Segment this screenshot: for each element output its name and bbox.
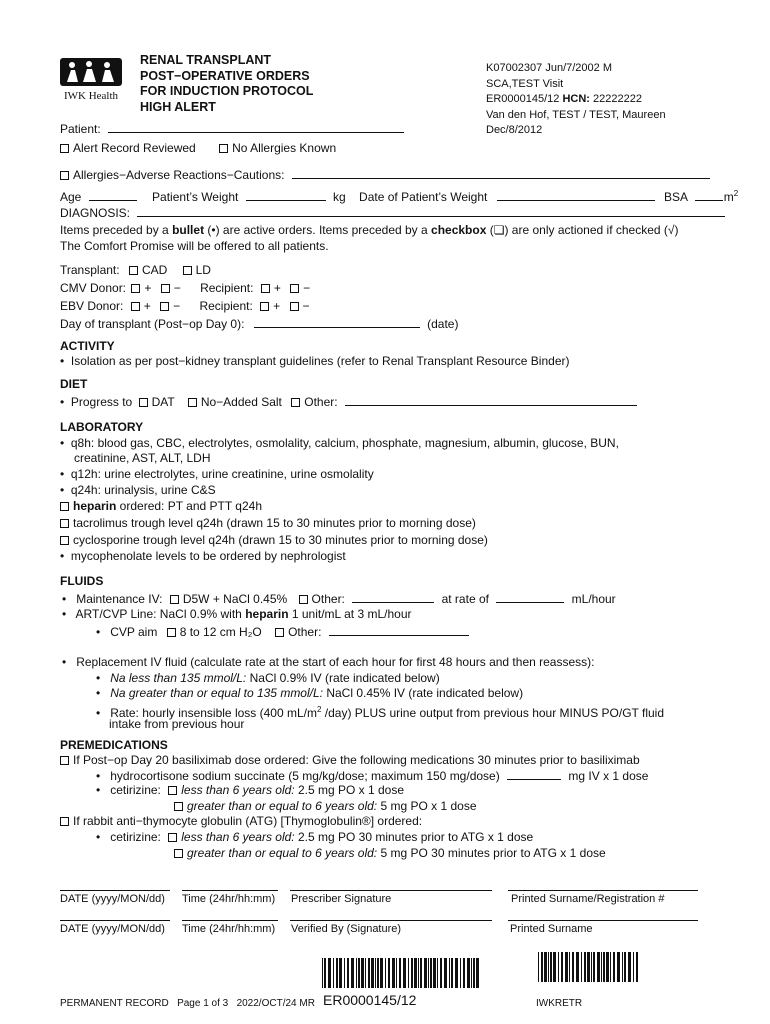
- verified-signature-line[interactable]: [290, 920, 492, 921]
- kg-unit: kg: [333, 190, 346, 204]
- printed-reg-label: Printed Surname/Registration #: [511, 893, 665, 905]
- cvp-other-checkbox[interactable]: [275, 628, 284, 637]
- ebv-row: EBV Donor: + − Recipient: + −: [60, 299, 310, 313]
- age-label: Age: [60, 190, 82, 204]
- allergies-checkbox[interactable]: [60, 171, 69, 180]
- barcode-bar: [433, 958, 436, 988]
- cyclosporine-checkbox[interactable]: [60, 536, 69, 545]
- barcode-bar: [403, 958, 406, 988]
- barcode-bar: [344, 958, 345, 988]
- atg-cetirizine-ge6-checkbox[interactable]: [174, 849, 183, 858]
- barcode-bar: [628, 952, 631, 982]
- bsa-field[interactable]: [695, 189, 723, 201]
- barcode-bar: [455, 958, 458, 988]
- diet-other-field[interactable]: [345, 394, 637, 406]
- barcode-bar: [414, 958, 417, 988]
- printed-reg-line[interactable]: [508, 890, 698, 891]
- cetirizine-lt6-checkbox[interactable]: [168, 786, 177, 795]
- cad-checkbox[interactable]: [129, 266, 138, 275]
- atg-cetirizine-lt6-checkbox[interactable]: [168, 833, 177, 842]
- barcode-bar: [636, 952, 638, 982]
- barcode-bar: [444, 958, 447, 988]
- maint-other-field[interactable]: [352, 591, 434, 603]
- barcode-bar: [541, 952, 543, 982]
- diet-other-checkbox[interactable]: [291, 398, 300, 407]
- patient-date-line: Dec/8/2012: [486, 124, 543, 136]
- no-allergies-checkbox[interactable]: [219, 144, 228, 153]
- page-number: Page 1 of 3: [177, 998, 229, 1009]
- ld-checkbox[interactable]: [183, 266, 192, 275]
- barcode-bar: [408, 958, 409, 988]
- title-line: HIGH ALERT: [140, 99, 216, 114]
- barcode-bar: [420, 958, 422, 988]
- barcode-bar: [538, 952, 539, 982]
- barcode-bar: [613, 952, 615, 982]
- barcode-bar: [451, 958, 453, 988]
- form-date: 2022/OCT/24 MR: [236, 998, 315, 1009]
- barcode-bar: [361, 958, 364, 988]
- barcode-bar: [553, 952, 556, 982]
- cmv-donor-plus-checkbox[interactable]: [131, 284, 140, 293]
- premed-cetirizine-ge6: greater than or equal to 6 years old: 5 mg PO x 1 dose: [174, 799, 477, 814]
- barcode-bar: [576, 952, 579, 982]
- premedications-heading: PREMEDICATIONS: [60, 738, 168, 752]
- date1-label: DATE (yyyy/MON/dd): [60, 893, 165, 905]
- fluids-heading: FLUIDS: [60, 574, 104, 588]
- ebv-donor-plus-checkbox[interactable]: [131, 302, 140, 311]
- cmv-row: CMV Donor: + − Recipient: + −: [60, 281, 311, 295]
- fluids-repl-c-cont: intake from previous hour: [109, 717, 245, 731]
- premed-atg-cetirizine-ge6: greater than or equal to 6 years old: 5 mg PO 30 minutes prior to ATG x 1 dose: [174, 846, 606, 861]
- fluids-repl-c: • Rate: hourly insensible loss (400 $mL/m^2$ /day) PLUS urine output from previous hour MINUS PO/GT fluid: [96, 705, 665, 720]
- barcode-bar: [358, 958, 360, 988]
- barcode-bar: [572, 952, 574, 982]
- time1-line[interactable]: [182, 890, 278, 891]
- premed-atg: If rabbit anti−thymocyte globulin (ATG) [Thymoglobulin®] ordered:: [60, 814, 422, 829]
- patient-visit-line: SCA,TEST Visit: [486, 77, 564, 90]
- barcode-bar: [411, 958, 413, 988]
- fluids-maintenance: • Maintenance IV: D5W + NaCl 0.45% Other: at rate of mL/hour: [62, 592, 616, 606]
- permanent-record-label: PERMANENT RECORD: [60, 998, 169, 1009]
- barcode-bar: [388, 958, 390, 988]
- barcode-bar: [565, 952, 568, 982]
- cmv-donor-minus-checkbox[interactable]: [161, 284, 170, 293]
- encounter-number: ER0000145/12: [323, 992, 417, 1008]
- barcode-bar: [336, 958, 338, 988]
- barcode-bar: [593, 952, 595, 982]
- barcode-bar: [371, 958, 374, 988]
- patient-label: Patient:: [60, 122, 101, 136]
- barcode-bar: [333, 958, 334, 988]
- time2-label: Time (24hr/hh:mm): [182, 923, 276, 935]
- encounter-barcode: [322, 958, 482, 988]
- lab-cyclosporine: cyclosporine trough level q24h (drawn 15 to 30 minutes prior to morning dose): [60, 533, 488, 548]
- premed-hydrocortisone: • hydrocortisone sodium succinate (5 mg/kg/dose; maximum 150 mg/dose) mg IV x 1 dose: [96, 769, 649, 783]
- lab-heparin: heparin ordered: PT and PTT q24h: [60, 499, 262, 514]
- ebv-recipient-minus-checkbox[interactable]: [290, 302, 299, 311]
- patient-name-line: Van den Hof, TEST / TEST, Maureen: [486, 108, 666, 121]
- barcode-bar: [587, 952, 590, 982]
- transplant-row: Transplant: CAD LD: [60, 263, 211, 277]
- atg-checkbox[interactable]: [60, 817, 69, 826]
- lab-q12h: • q12h: urine electrolytes, urine creatinine, urine osmolality: [60, 467, 374, 481]
- diagnosis-label: DIAGNOSIS:: [60, 206, 131, 220]
- patient-hcn-line: ER0000145/12 HCN: 22222222: [486, 93, 642, 105]
- barcode-bar: [460, 958, 461, 988]
- no-salt-checkbox[interactable]: [188, 398, 197, 407]
- date2-line[interactable]: [60, 920, 170, 921]
- cmv-recipient-minus-checkbox[interactable]: [290, 284, 299, 293]
- weight-field[interactable]: [246, 189, 326, 201]
- maint-rate-field[interactable]: [496, 591, 564, 603]
- barcode-bar: [463, 958, 465, 988]
- barcode-bar: [467, 958, 470, 988]
- barcode-bar: [365, 958, 366, 988]
- barcode-bar: [368, 958, 370, 988]
- title-line: FOR INDUCTION PROTOCOL: [140, 84, 314, 98]
- barcode-bar: [385, 958, 386, 988]
- barcode-bar: [418, 958, 419, 988]
- time1-label: Time (24hr/hh:mm): [182, 893, 276, 905]
- patient-field[interactable]: [108, 121, 404, 133]
- title-line: RENAL TRANSPLANT: [140, 53, 272, 67]
- bsa-label: BSA: [664, 190, 688, 204]
- bsa-sup: 2: [733, 189, 739, 198]
- barcode-bar: [377, 958, 379, 988]
- patient-id-line: K07002307 Jun/7/2002 M: [486, 62, 612, 74]
- barcode-bar: [473, 958, 475, 988]
- lab-q8h: • q8h: blood gas, CBC, electrolytes, osmolality, calcium, phosphate, magnesium, albumin, glucose, BUN,: [60, 436, 619, 450]
- lab-tacrolimus: tacrolimus trough level q24h (drawn 15 to 30 minutes prior to morning dose): [60, 516, 476, 531]
- cmv-recipient-plus-checkbox[interactable]: [261, 284, 270, 293]
- printed-surname-line[interactable]: [508, 920, 698, 921]
- no-allergies-label: No Allergies Known: [232, 141, 337, 155]
- heparin-checkbox[interactable]: [60, 502, 69, 511]
- tacrolimus-checkbox[interactable]: [60, 519, 69, 528]
- barcode-bar: [399, 958, 401, 988]
- barcode-bar: [617, 952, 620, 982]
- date2-label: DATE (yyyy/MON/dd): [60, 923, 165, 935]
- barcode-bar: [328, 958, 331, 988]
- barcode-bar: [324, 958, 326, 988]
- lab-q8h-cont: creatinine, AST, ALT, LDH: [74, 451, 211, 465]
- allergies-row: [60, 167, 710, 183]
- basiliximab-checkbox[interactable]: [60, 756, 69, 765]
- lab-mycophenolate: • mycophenolate levels to be ordered by nephrologist: [60, 549, 346, 563]
- barcode-bar: [561, 952, 563, 982]
- barcode-bar: [601, 952, 602, 982]
- lab-q24h: • q24h: urinalysis, urine C&S: [60, 483, 216, 497]
- barcode-bar: [584, 952, 586, 982]
- iwk-health-logo: [58, 56, 124, 102]
- barcode-bar: [597, 952, 600, 982]
- diet-heading: DIET: [60, 377, 88, 391]
- barcode-bar: [610, 952, 611, 982]
- activity-heading: ACTIVITY: [60, 339, 115, 353]
- barcode-bar: [424, 958, 427, 988]
- form-code: IWKRETR: [536, 998, 583, 1009]
- patient-label-block: [486, 61, 666, 139]
- barcode-bar: [375, 958, 376, 988]
- barcode-bar: [396, 958, 397, 988]
- form-title: [140, 53, 313, 115]
- barcode-bar: [581, 952, 582, 982]
- prescriber-label: Prescriber Signature: [291, 893, 392, 905]
- barcode-bar: [347, 958, 349, 988]
- barcode-bar: [622, 952, 623, 982]
- cvp-other-field[interactable]: [329, 624, 469, 636]
- allergies-label: Allergies−Adverse Reactions−Cautions:: [73, 168, 285, 182]
- barcode-bar: [380, 958, 383, 988]
- barcode-bar: [356, 958, 357, 988]
- weight-label: Patient’s Weight: [152, 190, 239, 204]
- barcode-bar: [548, 952, 549, 982]
- premed-atg-cetirizine-lt6: • cetirizine: less than 6 years old: 2.5 mg PO 30 minutes prior to ATG x 1 dose: [96, 830, 534, 844]
- hydrocortisone-dose-field[interactable]: [507, 768, 561, 780]
- title-line: POST−OPERATIVE ORDERS: [140, 68, 310, 83]
- activity-item: • Isolation as per post−kidney transplant guidelines (refer to Renal Transplant Resource Binder): [60, 354, 570, 368]
- barcode-bar: [428, 958, 429, 988]
- barcode-bar: [603, 952, 605, 982]
- barcode-bar: [322, 958, 323, 988]
- allergies-field[interactable]: [292, 167, 710, 179]
- transplant-day-row: Day of transplant (Post−op Day 0): (date): [60, 317, 459, 331]
- age-weight-row: [60, 186, 738, 205]
- date1-line[interactable]: [60, 890, 170, 891]
- weight-date-field[interactable]: [497, 189, 655, 201]
- fluids-repl-b: • Na greater than or equal to 135 mmol/L: NaCl 0.45% IV (rate indicated below): [96, 686, 524, 700]
- barcode-bar: [591, 952, 592, 982]
- barcode-bar: [430, 958, 432, 988]
- instructions-line-1: Items preceded by a bullet (•) are active orders. Items preceded by a checkbox (❏) are only actioned if checked (√): [60, 223, 679, 237]
- diet-item: • Progress to DAT No−Added Salt Other:: [60, 394, 637, 410]
- ebv-donor-minus-checkbox[interactable]: [160, 302, 169, 311]
- transplant-date-field[interactable]: [254, 316, 420, 328]
- premed-cetirizine-lt6: • cetirizine: less than 6 years old: 2.5 mg PO x 1 dose: [96, 783, 405, 797]
- barcode-bar: [544, 952, 547, 982]
- verified-label: Verified By (Signature): [291, 923, 402, 935]
- maint-other-checkbox[interactable]: [299, 595, 308, 604]
- barcode-bar: [339, 958, 342, 988]
- barcode-bar: [558, 952, 559, 982]
- barcode-bar: [606, 952, 609, 982]
- fluids-replacement: • Replacement IV fluid (calculate rate at the start of each hour for first 48 hours and then reassess):: [62, 655, 595, 669]
- fluids-cvp-aim: • CVP aim 8 to 12 cm H₂O Other:: [96, 624, 469, 640]
- age-field[interactable]: [89, 189, 137, 201]
- alert-reviewed-label: Alert Record Reviewed: [73, 141, 196, 155]
- cetirizine-ge6-checkbox[interactable]: [174, 802, 183, 811]
- diagnosis-field[interactable]: [137, 205, 725, 217]
- cvp-range-checkbox[interactable]: [167, 628, 176, 637]
- svg-text:IWK Health: IWK Health: [63, 90, 119, 102]
- d5w-checkbox[interactable]: [170, 595, 179, 604]
- barcode-bar: [476, 958, 479, 988]
- barcode-bar: [449, 958, 450, 988]
- barcode-bar: [550, 952, 552, 982]
- diagnosis-row: [60, 205, 725, 221]
- barcode-bar: [437, 958, 438, 988]
- barcode-bar: [392, 958, 395, 988]
- barcode-bar: [471, 958, 472, 988]
- premed-basiliximab: If Post−op Day 20 basiliximab dose ordered: Give the following medications 30 minutes prior to basiliximab: [60, 753, 640, 768]
- bsa-unit: m: [723, 190, 734, 204]
- fluids-art-cvp: • ART/CVP Line: NaCl 0.9% with heparin 1 unit/mL at 3 mL/hour: [62, 607, 412, 621]
- prescriber-signature-line[interactable]: [290, 890, 492, 891]
- weight-date-label: Date of Patient’s Weight: [359, 190, 488, 204]
- form-barcode: [538, 952, 642, 982]
- fluids-repl-a: • Na less than 135 mmol/L: NaCl 0.9% IV (rate indicated below): [96, 671, 440, 685]
- ebv-recipient-plus-checkbox[interactable]: [260, 302, 269, 311]
- instructions-line-2: The Comfort Promise will be offered to all patients.: [60, 239, 329, 253]
- barcode-bar: [624, 952, 626, 982]
- barcode-bar: [569, 952, 570, 982]
- dat-checkbox[interactable]: [139, 398, 148, 407]
- time2-line[interactable]: [182, 920, 278, 921]
- barcode-bar: [440, 958, 442, 988]
- footer-left: [60, 996, 315, 1011]
- printed-surname-label: Printed Surname: [510, 923, 593, 935]
- laboratory-heading: LABORATORY: [60, 420, 144, 434]
- barcode-bar: [351, 958, 354, 988]
- alert-reviewed-checkbox[interactable]: [60, 144, 69, 153]
- barcode-bar: [633, 952, 634, 982]
- patient-row: [60, 121, 404, 137]
- alert-row: [60, 141, 336, 156]
